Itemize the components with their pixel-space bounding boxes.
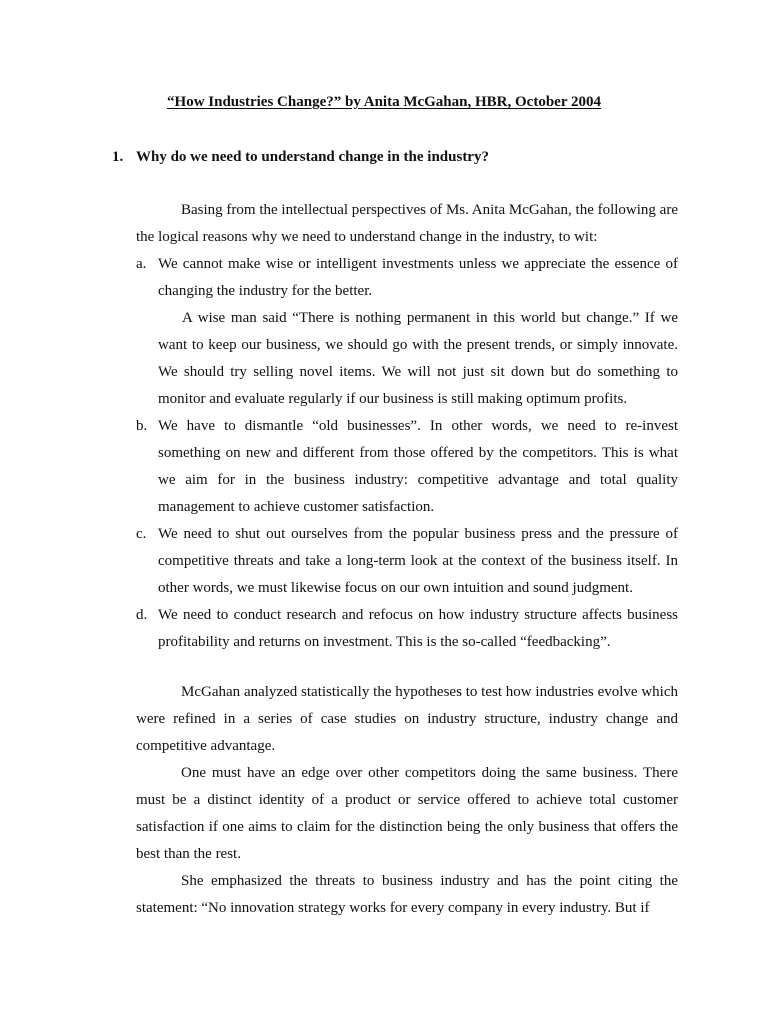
list-item-a-extra: A wise man said “There is nothing permanent in this world but change.” If we want to keep our business, we should go with the present trends, or simply innovate. We should try selling novel items. We will not just sit down but do something to monitor and evaluate regularly if our business is still making optimum profits. xyxy=(158,310,678,407)
question-text: Why do we need to understand change in the industry? xyxy=(136,149,489,165)
list-marker-d: d. xyxy=(136,607,148,623)
question-number: 1. xyxy=(112,149,124,165)
body-paragraph: McGahan analyzed statistically the hypotheses to test how industries evolve which were refined in a series of case studies on industry structure, industry change and competitive advantage. xyxy=(136,684,678,754)
question-heading xyxy=(112,148,489,166)
list-item-c xyxy=(136,521,678,602)
list-marker-c: c. xyxy=(136,526,147,542)
list-item-b xyxy=(136,413,678,521)
list-marker-b: b. xyxy=(136,418,148,434)
list-marker-a: a. xyxy=(136,256,147,272)
document-title-text: “How Industries Change?” by Anita McGahan, HBR, October 2004 xyxy=(167,94,601,110)
body-paragraph: She emphasized the threats to business industry and has the point citing the statement: “No innovation strategy works for every company in every industry. But if xyxy=(136,873,678,916)
list-item-b-text: We have to dismantle “old businesses”. In other words, we need to re-invest something on new and different from those offered by the competitors. This is what we aim for in the business industry: competitive advantage and total quality management to achieve customer satisfaction. xyxy=(158,418,678,515)
list-item-d xyxy=(136,602,678,656)
list-item-a xyxy=(136,251,678,413)
intro-paragraph: Basing from the intellectual perspectives of Ms. Anita McGahan, the following are the logical reasons why we need to understand change in the industry, to wit: xyxy=(136,202,678,245)
intro-paragraph-block xyxy=(136,197,678,251)
list-item-d-text: We need to conduct research and refocus on how industry structure affects business profitability and returns on investment. This is the so-called “feedbacking”. xyxy=(158,607,678,650)
document-title xyxy=(0,93,768,111)
list-item-c-text: We need to shut out ourselves from the popular business press and the pressure of competitive threats and take a long-term look at the context of the business itself. In other words, we must likewise focus on our own intuition and sound judgment. xyxy=(158,526,678,596)
body-paragraph: One must have an edge over other competitors doing the same business. There must be a distinct identity of a product or service offered to achieve total customer satisfaction if one aims to claim for the distinction being the only business that offers the best than the rest. xyxy=(136,765,678,862)
list-item-a-text: We cannot make wise or intelligent investments unless we appreciate the essence of changing the industry for the better. xyxy=(158,256,678,299)
reasons-list xyxy=(136,251,678,656)
analysis-section xyxy=(136,679,678,922)
